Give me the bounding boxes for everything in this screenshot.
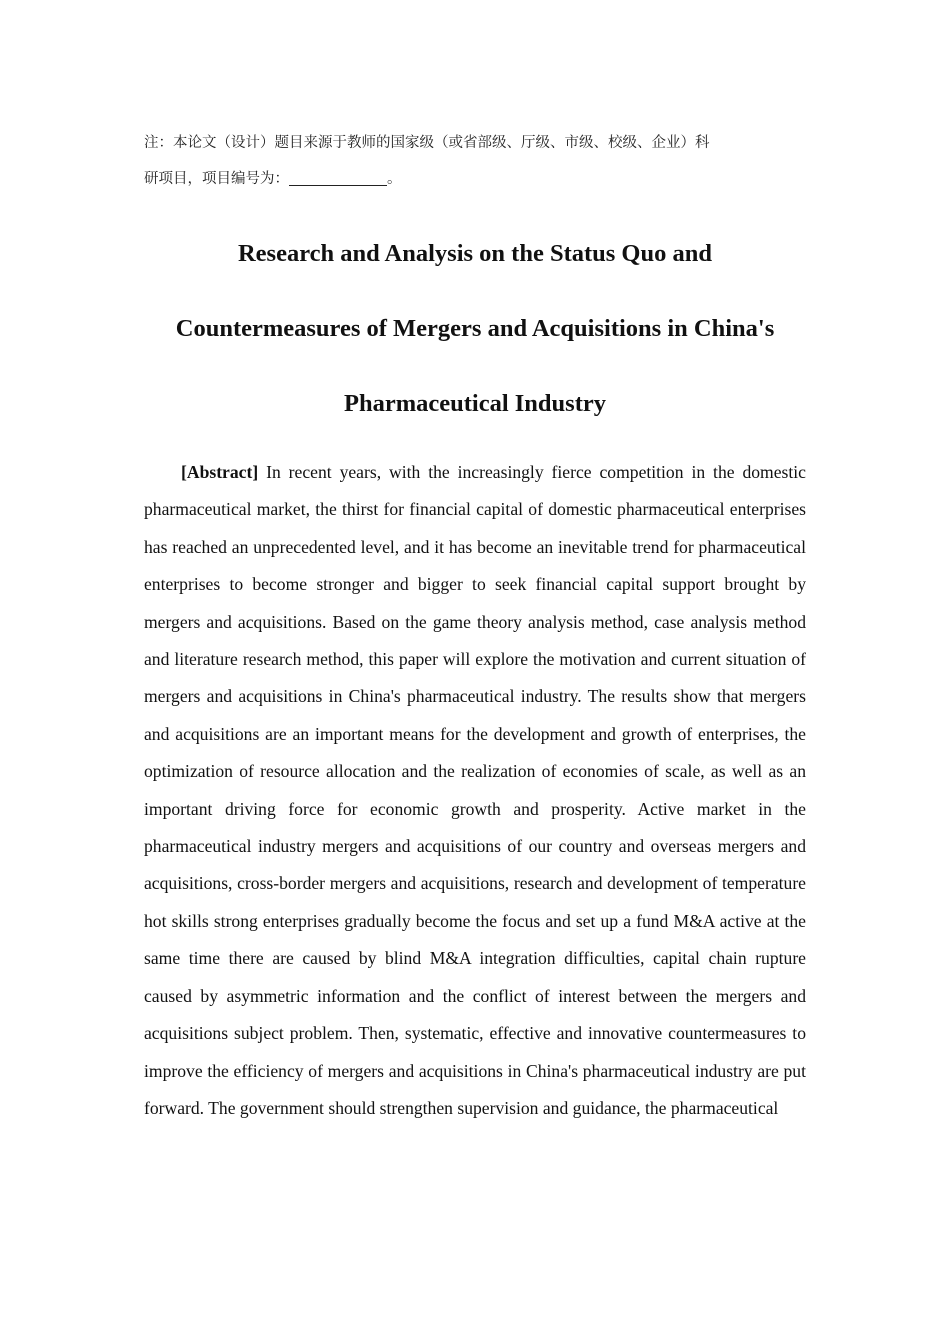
- note-line-2-prefix: 研项目，项目编号为：: [144, 171, 289, 187]
- abstract-text: In recent years, with the increasingly fierce competition in the domestic pharmaceutical market, the thirst for financial capital of domestic pharmaceutical enterprises has reached an unprecedented level, and it has become an inevitable trend for pharmaceutical enterprises to become stronger and bigger to seek financial capital support brought by mergers and acquisitions. Based on the game theory analysis method, case analysis method and literature research method, this paper will explore the motivation and current situation of mergers and acquisitions in China's pharmaceutical industry. The results show that mergers and acquisitions are an important means for the development and growth of enterprises, the optimization of resource allocation and the realization of economies of scale, as well as an important driving force for economic growth and prosperity. Active market in the pharmaceutical industry mergers and acquisitions of our country and overseas mergers and acquisitions, cross-border mergers and acquisitions, research and development of temperature hot skills strong enterprises gradually become the focus and set up a fund M&A active at the same time there are caused by blind M&A integration difficulties, capital chain rupture caused by asymmetric information and the conflict of interest between the mergers and acquisitions subject problem. Then, systematic, effective and innovative countermeasures to improve the efficiency of mergers and acquisitions in China's pharmaceutical industry are put forward. The government should strengthen supervision and guidance, the pharmaceutical: [144, 462, 806, 1118]
- title-line-1: Research and Analysis on the Status Quo and: [237, 240, 712, 267]
- project-number-blank: [289, 169, 387, 186]
- note-line-2-suffix: 。: [387, 171, 402, 187]
- note-line-1: 注：本论文（设计）题目来源于教师的国家级（或省部级、厅级、市级、校级、企业）科: [144, 135, 710, 151]
- paper-title: [100, 216, 850, 441]
- note-line-2: [144, 161, 806, 197]
- title-line-3: Pharmaceutical Industry: [344, 390, 606, 417]
- abstract-paragraph: [144, 454, 806, 1127]
- abstract-label: [Abstract]: [181, 462, 259, 482]
- project-source-note: [144, 125, 806, 197]
- title-line-2: Countermeasures of Mergers and Acquisitions in China's: [175, 315, 775, 342]
